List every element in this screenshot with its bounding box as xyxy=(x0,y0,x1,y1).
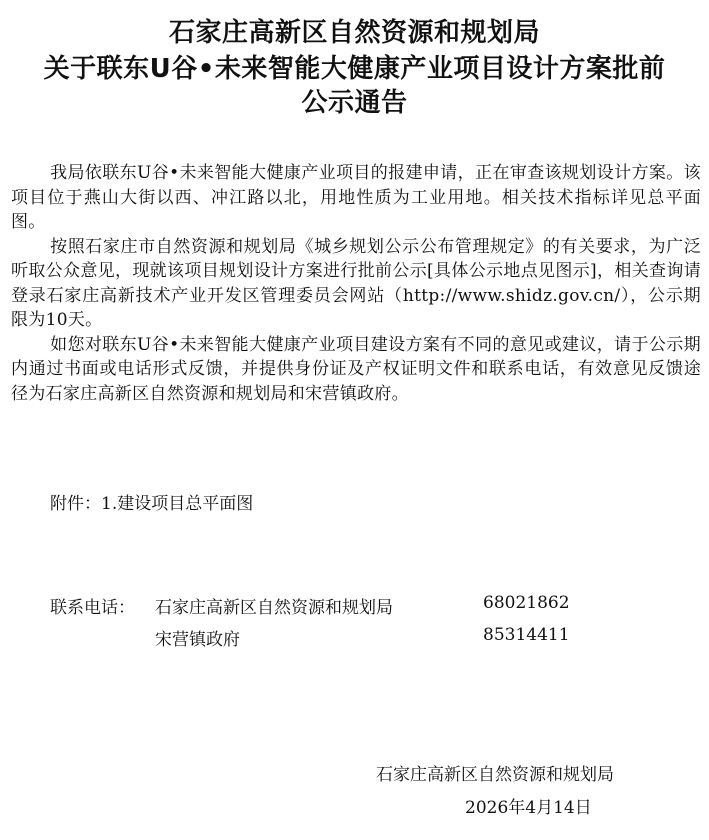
contact-org-2: 宋营镇政府 xyxy=(155,630,240,650)
contact-phone-2: 85314411 xyxy=(483,625,570,645)
attachment-line: 附件：1.建设项目总平面图 xyxy=(50,494,254,514)
body-paragraph-1: 我局依联东U谷•未来智能大健康产业项目的报建申请，正在审查该规划设计方案。该项目位于燕山大街以西、冲江路以北，用地性质为工业用地。相关技术指标详见总平面图。 xyxy=(11,163,701,232)
body-paragraph-3: 如您对联东U谷•未来智能大健康产业项目建设方案有不同的意见或建议，请于公示期内通过书面或电话形式反馈，并提供身份证及产权证明文件和联系电话，有效意见反馈途径为石家庄高新区自然资源和规划局和宋营镇政府。 xyxy=(11,334,701,404)
signature-date: 2026年4月14日 xyxy=(465,798,592,818)
notice-title-line-1: 石家庄高新区自然资源和规划局 xyxy=(168,18,540,48)
contact-label: 联系电话： xyxy=(50,598,135,618)
notice-title-line-2: 关于联东U谷•未来智能大健康产业项目设计方案批前 xyxy=(43,54,666,84)
body-paragraph-2: 按照石家庄市自然资源和规划局《城乡规划公示公布管理规定》的有关要求，为广泛听取公众意见，现就该项目规划设计方案进行批前公示[具体公示地点见图示]，相关查询请登录石家庄高新技术产业开发区管理委员会网站（http://www.shidz.gov.cn/），公示期限为10天。 xyxy=(11,236,701,330)
contact-phone-1: 68021862 xyxy=(483,593,570,613)
signature-org: 石家庄高新区自然资源和规划局 xyxy=(376,765,614,785)
notice-body xyxy=(11,161,701,406)
notice-title-line-3: 公示通告 xyxy=(301,88,408,118)
contact-org-1: 石家庄高新区自然资源和规划局 xyxy=(155,598,393,618)
